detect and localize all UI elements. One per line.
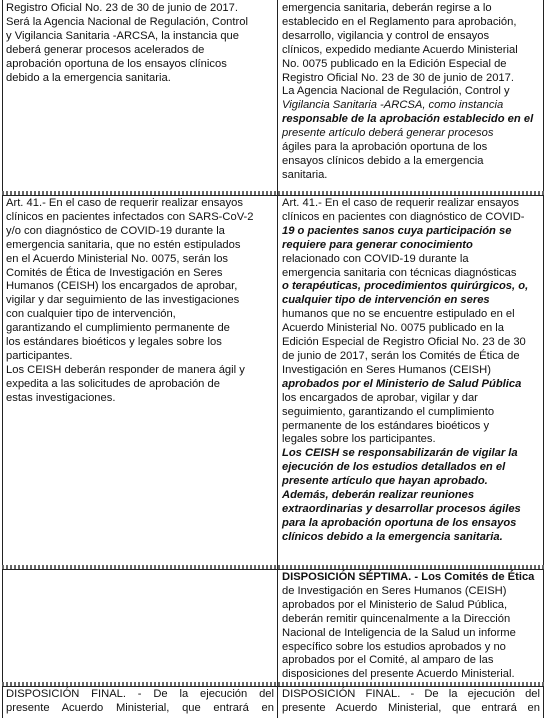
text-line: Acuerdo Ministerial No. 0075 publicado en la xyxy=(282,322,505,335)
text-line: Investigación en Seres Humanos (CEISH) xyxy=(282,363,491,376)
text-line: debido a la emergencia sanitaria. xyxy=(6,71,171,84)
text-line: clínicos, expedido mediante Acuerdo Ministerial xyxy=(282,43,518,56)
text-line: clínicos en pacientes infectados con SARS-CoV-2 xyxy=(6,210,254,223)
text-line: 19 o pacientes sanos cuya participación se xyxy=(282,224,512,237)
text-line: seguimiento, garantizando el cumplimiento xyxy=(282,405,495,418)
right-column-cell xyxy=(278,195,544,569)
text-line: deberán remitir quincenalmente a la Dirección xyxy=(282,612,511,625)
left-column-cell xyxy=(2,0,278,195)
text-line: los encargados de aprobar, vigilar y dar xyxy=(282,391,478,404)
text-line: con cualquier tipo de intervención, xyxy=(6,308,176,321)
text-line: establecido en el Reglamento para aprobación, xyxy=(282,15,517,28)
text-line: de Investigación en Seres Humanos (CEISH) xyxy=(282,584,507,597)
text-line: aprobados por el Ministerio de Salud Pública xyxy=(282,377,522,390)
text-line: estas investigaciones. xyxy=(6,391,116,404)
text-line: de junio de 2017, serán los Comités de Ética de xyxy=(282,349,520,362)
text-line: Vigilancia Sanitaria -ARCSA, como instancia xyxy=(282,99,504,112)
text-line: aprobados por el Comité, al amparo de las xyxy=(282,654,494,667)
right-column-cell xyxy=(278,0,544,195)
table-row xyxy=(2,686,544,718)
text-line: disposiciones del presente Acuerdo Ministerial. xyxy=(282,668,515,681)
text-line: ensayos clínicos debido a la emergencia xyxy=(282,154,484,167)
text-line: para la aprobación oportuna de los ensayos xyxy=(282,516,517,529)
text-line: presente Acuerdo Ministerial, que entrará en xyxy=(282,701,540,714)
text-line: No. 0075 publicado en la Edición Especial de xyxy=(282,57,507,70)
left-column-cell xyxy=(2,686,278,718)
text-line: ágiles para la aprobación oportuna de los xyxy=(282,141,488,154)
text-line: Art. 41.- En el caso de requerir realizar ensayos xyxy=(282,197,519,209)
text-line: presente Acuerdo Ministerial, que entrará en xyxy=(6,701,274,714)
text-line: permanente de los estándares bioéticos y xyxy=(282,419,490,432)
text-line: y/o con diagnóstico de COVID-19 durante la xyxy=(6,224,225,237)
text-line: responsable de la aprobación establecido en el xyxy=(282,113,534,126)
text-line: Art. 41.- En el caso de requerir realizar ensayos xyxy=(6,197,243,209)
text-line: ejecución de los estudios detallados en el xyxy=(282,461,506,474)
text-line: desarrollo, vigilancia y control de ensayos xyxy=(282,29,490,42)
text-line: emergencia sanitaria, deberán regirse a lo xyxy=(282,2,492,14)
text-line: garantizando el cumplimiento permanente de xyxy=(6,322,230,335)
table-row xyxy=(2,569,544,687)
text-line: Nacional de Inteligencia de la Salud un informe xyxy=(282,626,516,639)
right-column-cell xyxy=(278,569,544,686)
text-line: Edición Especial de Registro Oficial No. 23 de 30 xyxy=(282,336,526,349)
text-line: Humanos (CEISH) los encargados de aprobar, xyxy=(6,280,238,293)
table-row xyxy=(2,195,544,570)
text-line: Registro Oficial No. 23 de 30 de junio de 2017. xyxy=(6,2,238,14)
text-line: emergencia sanitaria con técnicas diagnósticas xyxy=(282,266,517,279)
text-line: requiere para generar conocimiento xyxy=(282,238,473,251)
text-line: DISPOSICIÓN SÉPTIMA. - Los Comités de Ética xyxy=(282,571,535,583)
text-line: Además, deberán realizar reuniones xyxy=(282,489,475,502)
text-line: relacionado con COVID-19 durante la xyxy=(282,252,469,265)
table-row xyxy=(2,0,544,196)
text-line: clínicos en pacientes con diagnóstico de COVID- xyxy=(282,210,525,223)
text-line: clínicos debido a la emergencia sanitaria. xyxy=(282,530,503,543)
text-line: cualquier tipo de intervención en seres xyxy=(282,294,490,307)
text-line: presente artículo deberá generar procesos xyxy=(282,127,494,140)
text-line: DISPOSICIÓN FINAL. - De la ejecución del xyxy=(282,688,540,700)
text-line: Los CEISH se responsabilizarán de vigilar la xyxy=(282,447,518,460)
text-line: específico sobre los estudios aprobados y no xyxy=(282,640,506,653)
text-line: los estándares bioéticos y legales sobre los xyxy=(6,336,222,349)
text-line: legales sobre los participantes. xyxy=(282,433,436,446)
text-line: Será la Agencia Nacional de Regulación, Control xyxy=(6,15,248,28)
text-line: participantes. xyxy=(6,349,73,362)
text-line: deberá generar procesos acelerados de xyxy=(6,43,205,56)
text-line: vigilar y dar seguimiento de las investigaciones xyxy=(6,294,240,307)
text-line: humanos que no se encuentre estipulado en el xyxy=(282,308,515,321)
text-line: presente artículo que hayan aprobado. xyxy=(282,475,488,488)
text-line: Registro Oficial No. 23 de 30 de junio de 2017. xyxy=(282,71,514,84)
text-line: aprobados por el Ministerio de Salud Pública, xyxy=(282,598,508,611)
text-line: en el Acuerdo Ministerial No. 0075, serán los xyxy=(6,252,229,265)
left-column-cell xyxy=(2,569,278,686)
comparison-table xyxy=(2,0,544,718)
text-line: extraordinarias y desarrollar procesos ágiles xyxy=(282,502,521,515)
text-line: o terapéuticas, procedimientos quirúrgicos, o, xyxy=(282,280,529,293)
text-line: Los CEISH deberán responder de manera ágil y xyxy=(6,363,245,376)
text-line: DISPOSICIÓN FINAL. - De la ejecución del xyxy=(6,688,274,700)
text-line: sanitaria. xyxy=(282,168,328,181)
text-line: y Vigilancia Sanitaria -ARCSA, la instancia que xyxy=(6,29,239,42)
text-line: emergencia sanitaria, que no estén estipulados xyxy=(6,238,241,251)
text-line: expedita a las solicitudes de aprobación de xyxy=(6,377,220,390)
text-line: Comités de Ética de Investigación en Seres xyxy=(6,266,223,279)
left-column-cell xyxy=(2,195,278,569)
text-line: La Agencia Nacional de Regulación, Control y xyxy=(282,85,510,98)
right-column-cell xyxy=(278,686,544,718)
text-line: aprobación oportuna de los ensayos clínicos xyxy=(6,57,227,70)
